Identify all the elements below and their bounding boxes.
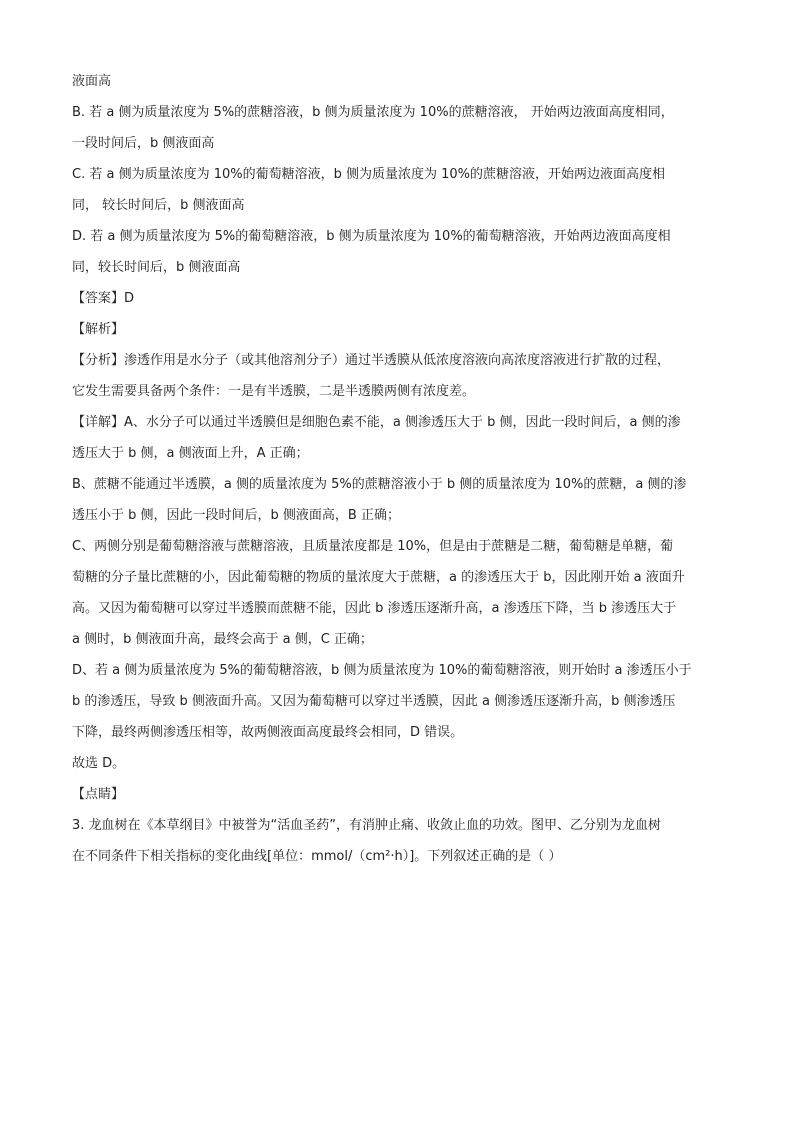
option-c-line-1: C. 若 a 侧为质量浓度为 10%的葡萄糖溶液，b 侧为质量浓度为 10%的蔗糖溶液，开始两边液面高度相 <box>72 167 666 182</box>
detail-d-line-3: 下降，最终两侧渗透压相等，故两侧液面高度最终会相同，D 错误。 <box>72 725 464 740</box>
text-line-1: 液面高 <box>72 74 112 89</box>
option-d-line-1: D. 若 a 侧为质量浓度为 5%的葡萄糖溶液，b 侧为质量浓度为 10%的葡萄糖溶液，开始两边液面高度相 <box>72 229 671 244</box>
analysis-heading: 【解析】 <box>72 322 125 337</box>
detail-a-line-2: 透压大于 b 侧，a 侧液面上升，A 正确； <box>72 446 309 461</box>
option-b-line-2: 一段时间后，b 侧液面高 <box>72 136 215 151</box>
detail-a-line-1: 【详解】A、水分子可以通过半透膜但是细胞色素不能，a 侧渗透压大于 b 侧，因此一段时间后，a 侧的渗 <box>72 415 681 430</box>
detail-c-line-3: 高。又因为葡萄糖可以穿过半透膜而蔗糖不能，因此 b 渗透压逐渐升高，a 渗透压下降，当 b 渗透压大于 <box>72 601 677 616</box>
detail-d-line-1: D、若 a 侧为质量浓度为 5%的葡萄糖溶液，b 侧为质量浓度为 10%的葡萄糖溶液，则开始时 a 渗透压小于 <box>72 663 692 678</box>
analysis-line-1: 【分析】渗透作用是水分子（或其他溶剂分子）通过半透膜从低浓度溶液向高浓度溶液进行扩散的过程， <box>72 353 671 368</box>
detail-b-line-1: B、蔗糖不能通过半透膜，a 侧的质量浓度为 5%的蔗糖溶液小于 b 侧的质量浓度为 10%的蔗糖，a 侧的渗 <box>72 477 687 492</box>
option-c-line-2: 同， 较长时间后，b 侧液面高 <box>72 198 245 213</box>
option-d-line-2: 同，较长时间后，b 侧液面高 <box>72 260 241 275</box>
detail-b-line-2: 透压小于 b 侧，因此一段时间后，b 侧液面高，B 正确； <box>72 508 400 523</box>
question-3-line-2: 在不同条件下相关指标的变化曲线[单位：mmol/（cm²·h）]。下列叙述正确的是（ ） <box>72 849 562 864</box>
choice-line: 故选 D。 <box>72 756 126 771</box>
comment-heading: 【点睛】 <box>72 787 125 802</box>
document-body <box>72 66 722 872</box>
detail-c-line-4: a 侧时，b 侧液面升高，最终会高于 a 侧，C 正确； <box>72 632 373 647</box>
question-3-line-1: 3. 龙血树在《本草纲目》中被誉为“活血圣药”，有消肿止痛、收敛止血的功效。图甲、乙分别为龙血树 <box>72 818 662 833</box>
detail-d-line-2: b 的渗透压，导致 b 侧液面升高。又因为葡萄糖可以穿过半透膜，因此 a 侧渗透压逐渐升高，b 侧渗透压 <box>72 694 676 709</box>
answer-heading: 【答案】D <box>72 291 135 306</box>
detail-c-line-2: 萄糖的分子量比蔗糖的小，因此葡萄糖的物质的量浓度大于蔗糖，a 的渗透压大于 b，因此刚开始 a 液面升 <box>72 570 685 585</box>
detail-c-line-1: C、两侧分别是葡萄糖溶液与蔗糖溶液，且质量浓度都是 10%，但是由于蔗糖是二糖，葡萄糖是单糖，葡 <box>72 539 674 554</box>
option-b-line-1: B. 若 a 侧为质量浓度为 5%的蔗糖溶液，b 侧为质量浓度为 10%的蔗糖溶液， 开始两边液面高度相同， <box>72 105 674 120</box>
analysis-line-2: 它发生需要具备两个条件：一是有半透膜，二是半透膜两侧有浓度差。 <box>72 384 476 399</box>
